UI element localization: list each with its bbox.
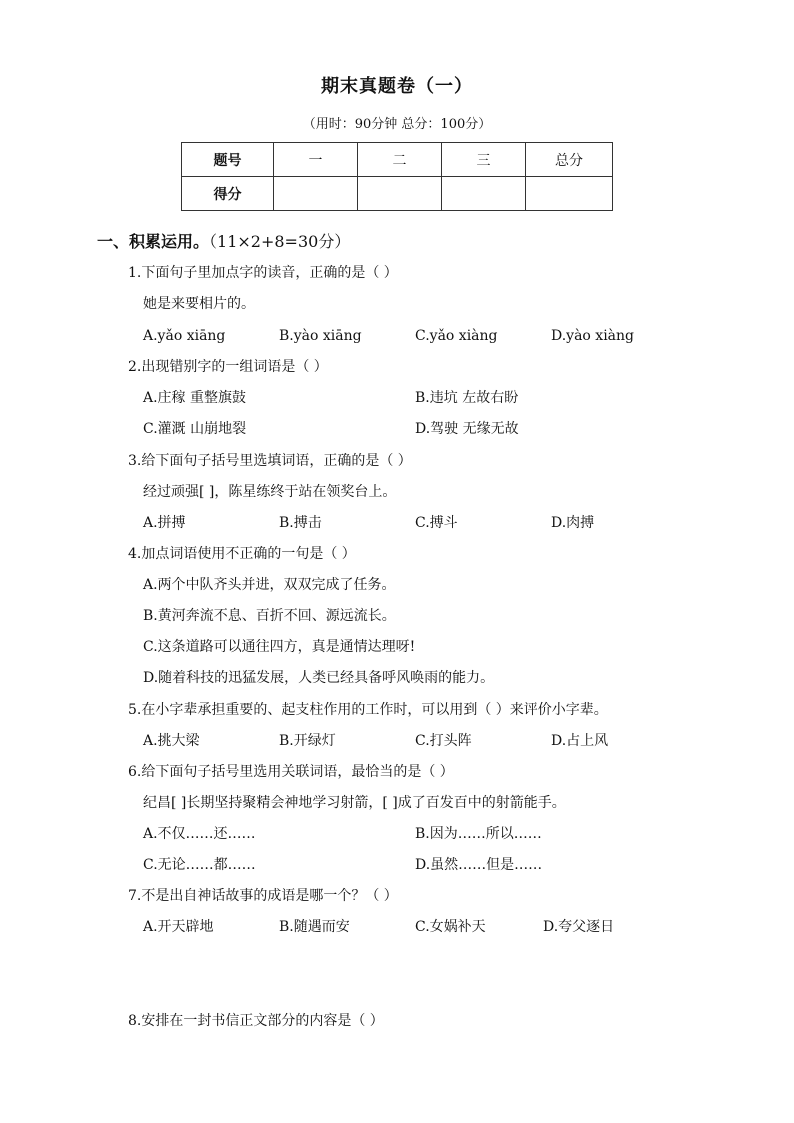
score-cell-3[interactable] [442,177,526,211]
row-label-score: 得分 [182,177,274,211]
question-4-option-a[interactable]: A.两个中队齐头并进，双双完成了任务。 [143,577,396,593]
question-1-option-b[interactable]: B.yào xiāng [279,328,362,344]
column-2: 二 [358,143,442,177]
question-1-option-d[interactable]: D.yào xiàng [551,328,635,344]
question-4-option-b[interactable]: B.黄河奔流不息、百折不回、源远流长。 [143,608,396,624]
question-6-sentence: 纪昌[ ]长期坚持聚精会神地学习射箭，[ ]成了百发百中的射箭能手。 [143,795,566,811]
score-cell-1[interactable] [274,177,358,211]
question-1-option-a[interactable]: A.yǎo xiāng [143,328,226,344]
question-6-option-d[interactable]: D.虽然……但是…… [415,857,543,873]
score-table-score-row [182,177,613,211]
question-5-option-a[interactable]: A.挑大梁 [143,733,200,749]
score-table-header-row [182,143,613,177]
question-2-option-b[interactable]: B.违坑 左故右盼 [415,390,519,406]
question-5-option-c[interactable]: C.打头阵 [415,733,472,749]
score-cell-2[interactable] [358,177,442,211]
question-1-sentence: 她是来要相片的。 [143,296,255,312]
question-3-option-d[interactable]: D.肉搏 [551,515,595,531]
question-1-option-c[interactable]: C.yǎo xiàng [415,328,498,344]
question-7-option-a[interactable]: A.开天辟地 [143,919,214,935]
score-table [181,142,613,211]
question-3-option-a[interactable]: A.拼搏 [143,515,186,531]
question-2-option-c[interactable]: C.灌溉 山崩地裂 [143,421,247,437]
column-3: 三 [442,143,526,177]
question-4-option-c[interactable]: C.这条道路可以通往四方，真是通情达理呀! [143,639,416,655]
question-6-option-c[interactable]: C.无论……都…… [143,857,256,873]
question-3-stem: 3.给下面句子括号里选填词语，正确的是（ ） [128,453,412,469]
question-2-option-d[interactable]: D.驾驶 无缘无故 [415,421,519,437]
question-5-stem: 5.在小字辈承担重要的、起支柱作用的工作时，可以用到（ ）来评价小字辈。 [128,702,608,718]
question-6-option-a[interactable]: A.不仅……还…… [143,826,256,842]
question-3-sentence: 经过顽强[ ]，陈星练终于站在领奖台上。 [143,484,397,500]
section-score: （11×2+8=30分） [209,232,351,251]
column-total: 总分 [526,143,613,177]
question-1-stem: 1.下面句子里加点字的读音，正确的是（ ） [128,265,398,281]
row-label-number: 题号 [182,143,274,177]
exam-subtitle: （用时：90分钟 总分：100分） [302,117,492,132]
question-7-stem: 7.不是出自神话故事的成语是哪一个？（ ） [128,888,398,904]
exam-title: 期末真题卷（一） [321,76,473,97]
question-7-option-b[interactable]: B.随遇而安 [279,919,350,935]
question-8-stem: 8.安排在一封书信正文部分的内容是（ ） [128,1013,384,1029]
question-6-option-b[interactable]: B.因为……所以…… [415,826,542,842]
score-cell-total[interactable] [526,177,613,211]
question-4-option-d[interactable]: D.随着科技的迅猛发展，人类已经具备呼风唤雨的能力。 [143,670,495,686]
question-7-option-d[interactable]: D.夸父逐日 [543,919,615,935]
question-4-stem: 4.加点词语使用不正确的一句是（ ） [128,546,356,562]
question-2-option-a[interactable]: A.庄稼 重整旗鼓 [143,390,247,406]
question-7-option-c[interactable]: C.女娲补天 [415,919,486,935]
question-3-option-c[interactable]: C.搏斗 [415,515,458,531]
section-heading [97,229,350,252]
question-5-option-b[interactable]: B.开绿灯 [279,733,336,749]
question-6-stem: 6.给下面句子括号里选用关联词语，最恰当的是（ ） [128,764,454,780]
section-title: 一、积累运用。 [97,232,210,251]
question-3-option-b[interactable]: B.搏击 [279,515,322,531]
question-2-stem: 2.出现错别字的一组词语是（ ） [128,359,328,375]
question-5-option-d[interactable]: D.占上风 [551,733,609,749]
column-1: 一 [274,143,358,177]
